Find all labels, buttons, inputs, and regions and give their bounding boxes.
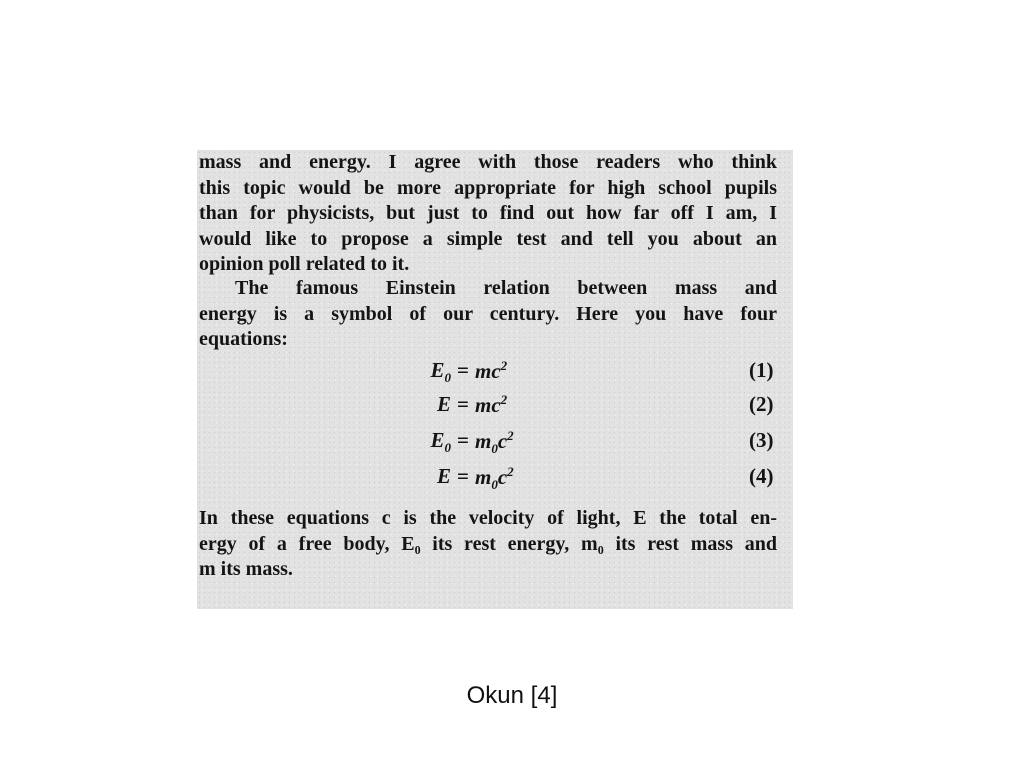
text-line: In these equations c is the velocity of light, E the total en- <box>199 507 777 529</box>
equation-number: (4) <box>749 464 774 488</box>
text-line: energy is a symbol of our century. Here you have four <box>199 302 777 325</box>
paragraph-einstein <box>199 276 777 353</box>
equation-rhs: $m_0c^2$ <box>475 464 514 493</box>
text-line: m its mass. <box>199 558 293 580</box>
paragraph-intro <box>199 150 777 278</box>
equation-lhs: E <box>436 392 451 416</box>
equation-lhs: $E_0$ <box>430 428 451 456</box>
text-line: opinion poll related to it. <box>199 253 410 275</box>
equation-number: (2) <box>749 392 774 416</box>
equation-4 <box>197 464 793 494</box>
equation-number: (1) <box>749 358 774 382</box>
equation-lhs: $E_0$ <box>430 358 451 386</box>
text-line: ergy of a free body, E₀ its rest energy, m₀ its rest mass and <box>199 532 777 555</box>
equals-sign: = <box>457 428 469 452</box>
equation-rhs: $mc^2$ <box>475 358 508 383</box>
equals-sign: = <box>457 392 469 416</box>
equation-3 <box>197 428 793 458</box>
equation-number: (3) <box>749 428 774 452</box>
scanned-page <box>197 150 793 609</box>
text-line: The famous Einstein relation between mass and <box>235 277 777 299</box>
source-caption: Okun [4] <box>466 682 558 709</box>
equation-lhs: E <box>436 464 451 488</box>
text-line: this topic would be more appropriate for high school pupils <box>199 176 777 199</box>
equation-1 <box>197 358 793 388</box>
equals-sign: = <box>457 464 469 488</box>
text-line: equations: <box>199 328 288 350</box>
text-line: mass and energy. I agree with those readers who think <box>199 151 777 173</box>
text-line: than for physicists, but just to find out how far off I am, I <box>199 202 777 224</box>
equation-rhs: $mc^2$ <box>475 392 508 417</box>
equals-sign: = <box>457 358 469 382</box>
text-line: would like to propose a simple test and tell you about an <box>199 227 777 250</box>
equation-rhs: $m_0c^2$ <box>475 428 514 457</box>
paragraph-definitions <box>199 506 777 583</box>
equation-2 <box>197 392 793 422</box>
